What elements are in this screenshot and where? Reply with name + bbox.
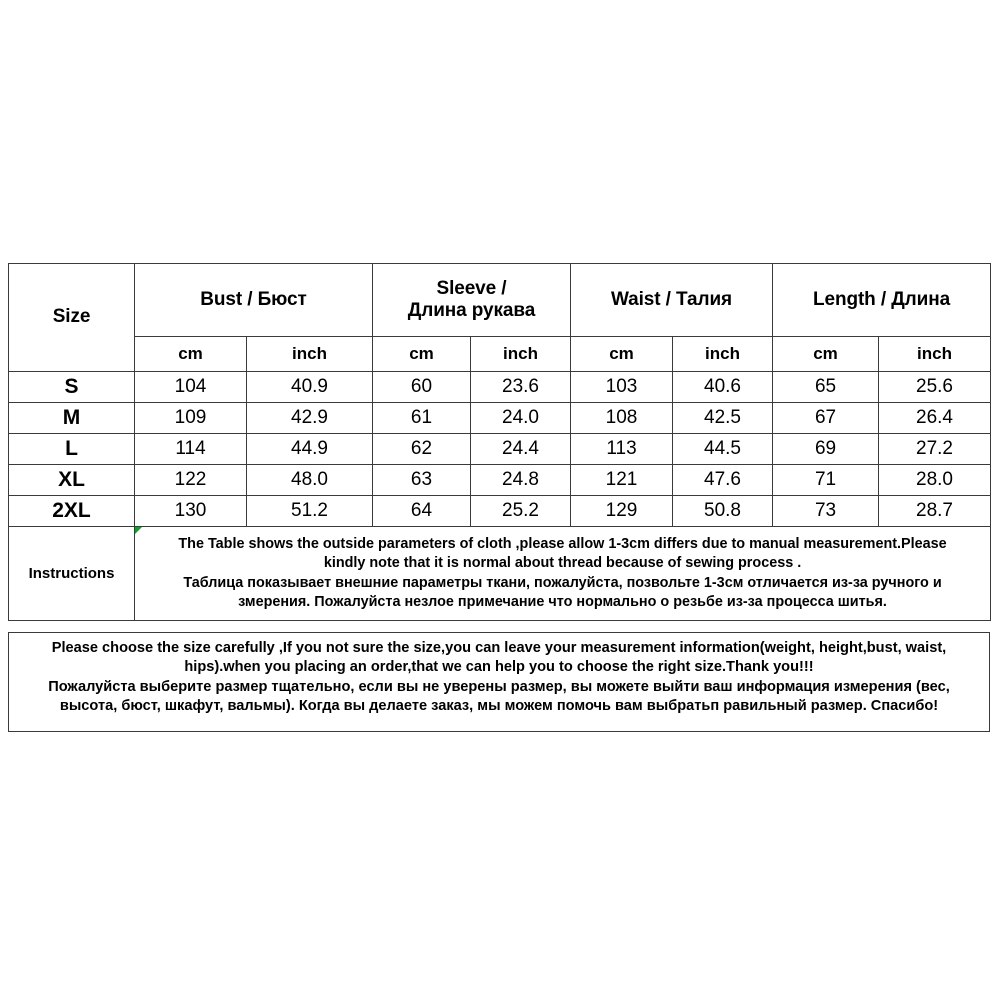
cell-bust-cm: 109 <box>135 403 247 434</box>
instructions-line-en-1: The Table shows the outside parameters of cloth ,please allow 1-3cm differs due to manual measurement.Please <box>178 536 947 553</box>
cell-sleeve-inch: 25.2 <box>471 496 571 527</box>
cell-bust-cm: 104 <box>135 372 247 403</box>
note-line-en-2: hips).when you placing an order,that we can help you to choose the right size.Thank you!!! <box>184 659 814 676</box>
table-row <box>9 403 991 434</box>
instructions-row <box>9 527 991 621</box>
note-line-ru-2: высота, бюст, шкафут, вальмы). Когда вы делаете заказ, мы можем помочь вам выбратьп равильный размер. Спасибо! <box>59 698 939 715</box>
cell-size: 2XL <box>9 496 135 527</box>
cell-bust-inch: 51.2 <box>247 496 373 527</box>
cell-waist-cm: 121 <box>571 465 673 496</box>
size-advice-note <box>8 632 990 732</box>
cell-size: L <box>9 434 135 465</box>
table-units-row <box>9 337 991 372</box>
cell-sleeve-cm: 62 <box>373 434 471 465</box>
note-line-en-1: Please choose the size carefully ,If you not sure the size,you can leave your measurement information(weight, height,bust, waist, <box>51 640 947 656</box>
cell-length-inch: 27.2 <box>879 434 991 465</box>
header-cell-waist <box>571 264 773 337</box>
cell-waist-inch: 40.6 <box>673 372 773 403</box>
cell-bust-cm: 130 <box>135 496 247 527</box>
units-cell-sleeve-cm: cm <box>373 337 471 372</box>
cell-bust-cm: 122 <box>135 465 247 496</box>
table-row <box>9 465 991 496</box>
cell-waist-inch: 42.5 <box>673 403 773 434</box>
units-cell-length-cm: cm <box>773 337 879 372</box>
cell-length-cm: 73 <box>773 496 879 527</box>
header-label-size: Size <box>52 306 91 328</box>
table-row <box>9 372 991 403</box>
cell-waist-inch: 50.8 <box>673 496 773 527</box>
comment-flag-icon <box>135 527 142 534</box>
cell-waist-inch: 47.6 <box>673 465 773 496</box>
header-label-sleeve-ru: Длина рукава <box>407 300 536 321</box>
size-chart-table <box>8 263 991 621</box>
table-header-row <box>9 264 991 337</box>
instructions-text-cell <box>135 527 991 621</box>
cell-length-inch: 26.4 <box>879 403 991 434</box>
cell-sleeve-inch: 24.4 <box>471 434 571 465</box>
cell-bust-inch: 42.9 <box>247 403 373 434</box>
instructions-line-ru-2: змерения. Пожалуйста незлое примечание что нормально о резьбе из-за процесса шитья. <box>238 593 887 610</box>
cell-length-cm: 67 <box>773 403 879 434</box>
instructions-line-en-2: kindly note that it is normal about thread because of sewing process . <box>323 555 802 572</box>
units-cell-length-inch: inch <box>879 337 991 372</box>
cell-length-inch: 28.0 <box>879 465 991 496</box>
cell-length-inch: 25.6 <box>879 372 991 403</box>
instructions-label: Instructions <box>28 564 115 582</box>
cell-waist-inch: 44.5 <box>673 434 773 465</box>
cell-waist-cm: 103 <box>571 372 673 403</box>
cell-size: S <box>9 372 135 403</box>
header-cell-bust <box>135 264 373 337</box>
header-label-waist: Waist / Талия <box>610 288 733 310</box>
cell-sleeve-cm: 63 <box>373 465 471 496</box>
cell-size: XL <box>9 465 135 496</box>
units-cell-bust-inch: inch <box>247 337 373 372</box>
cell-length-inch: 28.7 <box>879 496 991 527</box>
cell-length-cm: 71 <box>773 465 879 496</box>
units-cell-waist-inch: inch <box>673 337 773 372</box>
cell-sleeve-inch: 24.8 <box>471 465 571 496</box>
instructions-label-cell <box>9 527 135 621</box>
units-cell-bust-cm: cm <box>135 337 247 372</box>
cell-waist-cm: 108 <box>571 403 673 434</box>
cell-bust-inch: 44.9 <box>247 434 373 465</box>
cell-bust-inch: 40.9 <box>247 372 373 403</box>
header-label-sleeve: Sleeve / <box>436 277 507 299</box>
header-cell-length <box>773 264 991 337</box>
cell-waist-cm: 113 <box>571 434 673 465</box>
table-row <box>9 434 991 465</box>
size-chart-table-container <box>8 263 990 621</box>
cell-size: M <box>9 403 135 434</box>
units-cell-waist-cm: cm <box>571 337 673 372</box>
instructions-line-ru-1: Таблица показывает внешние параметры ткани, пожалуйста, позвольте 1-3см отличается из-за ручного и <box>183 574 942 591</box>
cell-sleeve-inch: 24.0 <box>471 403 571 434</box>
cell-waist-cm: 129 <box>571 496 673 527</box>
note-line-ru-1: Пожалуйста выберите размер тщательно, если вы не уверены размер, вы можете выйти ваш информация измерения (вес, <box>48 678 950 695</box>
cell-length-cm: 65 <box>773 372 879 403</box>
cell-bust-inch: 48.0 <box>247 465 373 496</box>
cell-sleeve-cm: 64 <box>373 496 471 527</box>
cell-sleeve-cm: 61 <box>373 403 471 434</box>
units-cell-sleeve-inch: inch <box>471 337 571 372</box>
cell-bust-cm: 114 <box>135 434 247 465</box>
header-cell-size <box>9 264 135 372</box>
header-label-length: Length / Длина <box>812 288 951 310</box>
header-label-bust: Bust / Бюст <box>200 288 307 310</box>
cell-sleeve-cm: 60 <box>373 372 471 403</box>
header-cell-sleeve <box>373 264 571 337</box>
cell-sleeve-inch: 23.6 <box>471 372 571 403</box>
table-row <box>9 496 991 527</box>
cell-length-cm: 69 <box>773 434 879 465</box>
